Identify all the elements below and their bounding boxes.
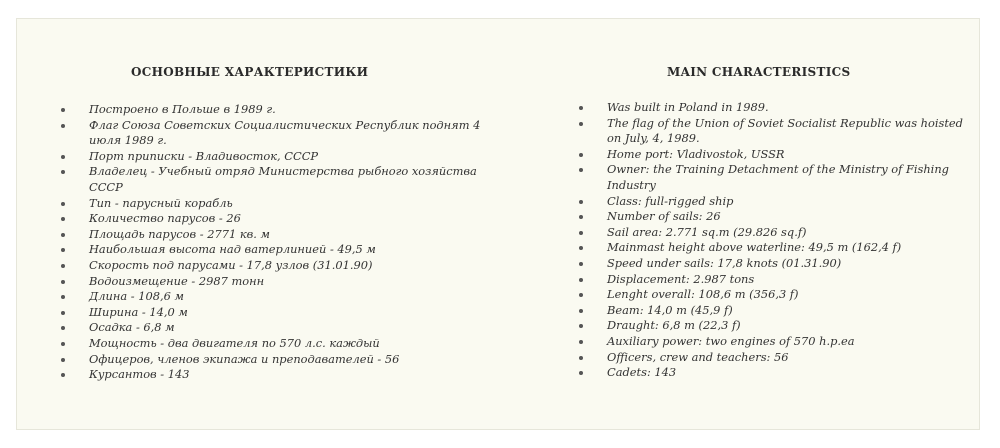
bullet-icon	[61, 217, 65, 221]
list-item	[577, 318, 967, 334]
list-item	[577, 350, 967, 366]
list-item-text: Длина - 108,6 м	[89, 289, 184, 304]
list-item-text: Наибольшая высота над ватерлинией - 49,5 м	[89, 242, 376, 257]
bullet-icon	[61, 233, 65, 237]
list-item-text: Home port: Vladivostok, USSR	[607, 146, 785, 161]
list-item-text: Курсантов - 143	[89, 367, 190, 382]
list-item	[577, 225, 967, 241]
bullet-icon	[61, 280, 65, 284]
list-item	[59, 352, 489, 368]
bullet-icon	[579, 324, 583, 328]
bullet-icon	[61, 202, 65, 206]
bullet-icon	[579, 168, 583, 172]
bullet-icon	[579, 200, 583, 204]
list-item-text: Мощность - два двигателя по 570 л.с. каждый	[89, 335, 380, 350]
list-item-text: Draught: 6,8 m (22,3 f)	[607, 318, 741, 333]
list-item	[59, 242, 489, 258]
bullet-icon	[61, 264, 65, 268]
list-item	[59, 305, 489, 321]
bullet-icon	[61, 170, 65, 174]
bullet-icon	[579, 231, 583, 235]
bullet-icon	[61, 326, 65, 330]
list-item-text: The flag of the Union of Soviet Socialist Republic was hoisted on July, 4, 1989.	[607, 115, 963, 146]
bullet-icon	[61, 311, 65, 315]
bullet-icon	[579, 122, 583, 126]
list-item-text: Was built in Poland in 1989.	[607, 100, 769, 114]
bullet-icon	[61, 124, 65, 128]
list-item-text: Флаг Союза Советских Социалистических Республик поднят 4 июля 1989 г.	[89, 117, 481, 148]
list-item-text: Количество парусов - 26	[89, 211, 241, 226]
list-item-text: Beam: 14,0 m (45,9 f)	[607, 302, 733, 317]
list-item	[577, 209, 967, 225]
list-item	[577, 272, 967, 288]
bullet-icon	[579, 356, 583, 360]
list-item-text: Number of sails: 26	[607, 209, 721, 224]
list-item	[577, 162, 967, 193]
list-item	[59, 196, 489, 212]
list-item	[59, 211, 489, 227]
list-item	[59, 320, 489, 336]
english-heading: MAIN CHARACTERISTICS	[667, 65, 851, 79]
list-item	[59, 367, 489, 383]
bullet-icon	[579, 153, 583, 157]
list-item-text: Mainmast height above waterline: 49,5 m (162,4 f)	[607, 240, 902, 255]
russian-heading: ОСНОВНЫЕ ХАРАКТЕРИСТИКИ	[131, 65, 369, 79]
list-item	[59, 102, 489, 118]
bullet-icon	[579, 215, 583, 219]
russian-list	[59, 102, 489, 383]
bullet-icon	[579, 278, 583, 282]
list-item-text: Офицеров, членов экипажа и преподавателей - 56	[89, 351, 400, 366]
list-item	[577, 287, 967, 303]
list-item	[59, 274, 489, 290]
bullet-icon	[579, 246, 583, 250]
list-item-text: Владелец - Учебный отряд Министерства рыбного хозяйства СССР	[89, 164, 477, 194]
list-item-text: Lenght overall: 108,6 m (356,3 f)	[607, 287, 799, 302]
list-item-text: Построено в Польше в 1989 г.	[89, 102, 276, 116]
bullet-icon	[579, 371, 583, 375]
list-item-text: Осадка - 6,8 м	[89, 320, 175, 335]
list-item	[59, 227, 489, 243]
list-item-text: Водоизмещение - 2987 тонн	[89, 273, 265, 288]
bullet-icon	[579, 340, 583, 344]
list-item-text: Cadets: 143	[607, 365, 677, 380]
bullet-icon	[61, 373, 65, 377]
bullet-icon	[579, 106, 583, 110]
list-item-text: Sail area: 2.771 sq.m (29.826 sq.f)	[607, 224, 807, 239]
list-item-text: Порт приписки - Владивосток, СССР	[89, 148, 319, 163]
list-item	[577, 100, 967, 116]
characteristics-card	[16, 18, 980, 430]
list-item	[577, 147, 967, 163]
list-item	[59, 164, 489, 195]
list-item-text: Owner: the Training Detachment of the Ministry of Fishing Industry	[607, 162, 949, 192]
list-item	[59, 289, 489, 305]
list-item	[577, 194, 967, 210]
list-item-text: Speed under sails: 17,8 knots (01.31.90)	[607, 255, 842, 270]
list-item	[577, 240, 967, 256]
list-item-text: Тип - парусный корабль	[89, 195, 233, 210]
list-item-text: Auxiliary power: two engines of 570 h.p.ea	[607, 333, 855, 348]
list-item	[59, 258, 489, 274]
bullet-icon	[61, 248, 65, 252]
list-item-text: Displacement: 2.987 tons	[607, 271, 755, 286]
bullet-icon	[579, 262, 583, 266]
bullet-icon	[61, 342, 65, 346]
list-item-text: Ширина - 14,0 м	[89, 304, 188, 319]
bullet-icon	[61, 358, 65, 362]
list-item	[577, 256, 967, 272]
list-item	[59, 149, 489, 165]
bullet-icon	[61, 108, 65, 112]
list-item-text: Площадь парусов - 2771 кв. м	[89, 226, 270, 241]
list-item-text: Скорость под парусами - 17,8 узлов (31.01.90)	[89, 257, 373, 272]
list-item	[577, 334, 967, 350]
list-item	[577, 365, 967, 381]
list-item-text: Officers, crew and teachers: 56	[607, 349, 789, 364]
bullet-icon	[61, 295, 65, 299]
list-item-text: Class: full-rigged ship	[607, 193, 734, 208]
list-item	[59, 118, 489, 149]
list-item	[577, 303, 967, 319]
english-list	[577, 100, 967, 381]
bullet-icon	[579, 293, 583, 297]
list-item	[59, 336, 489, 352]
bullet-icon	[579, 309, 583, 313]
bullet-icon	[61, 155, 65, 159]
list-item	[577, 116, 967, 147]
